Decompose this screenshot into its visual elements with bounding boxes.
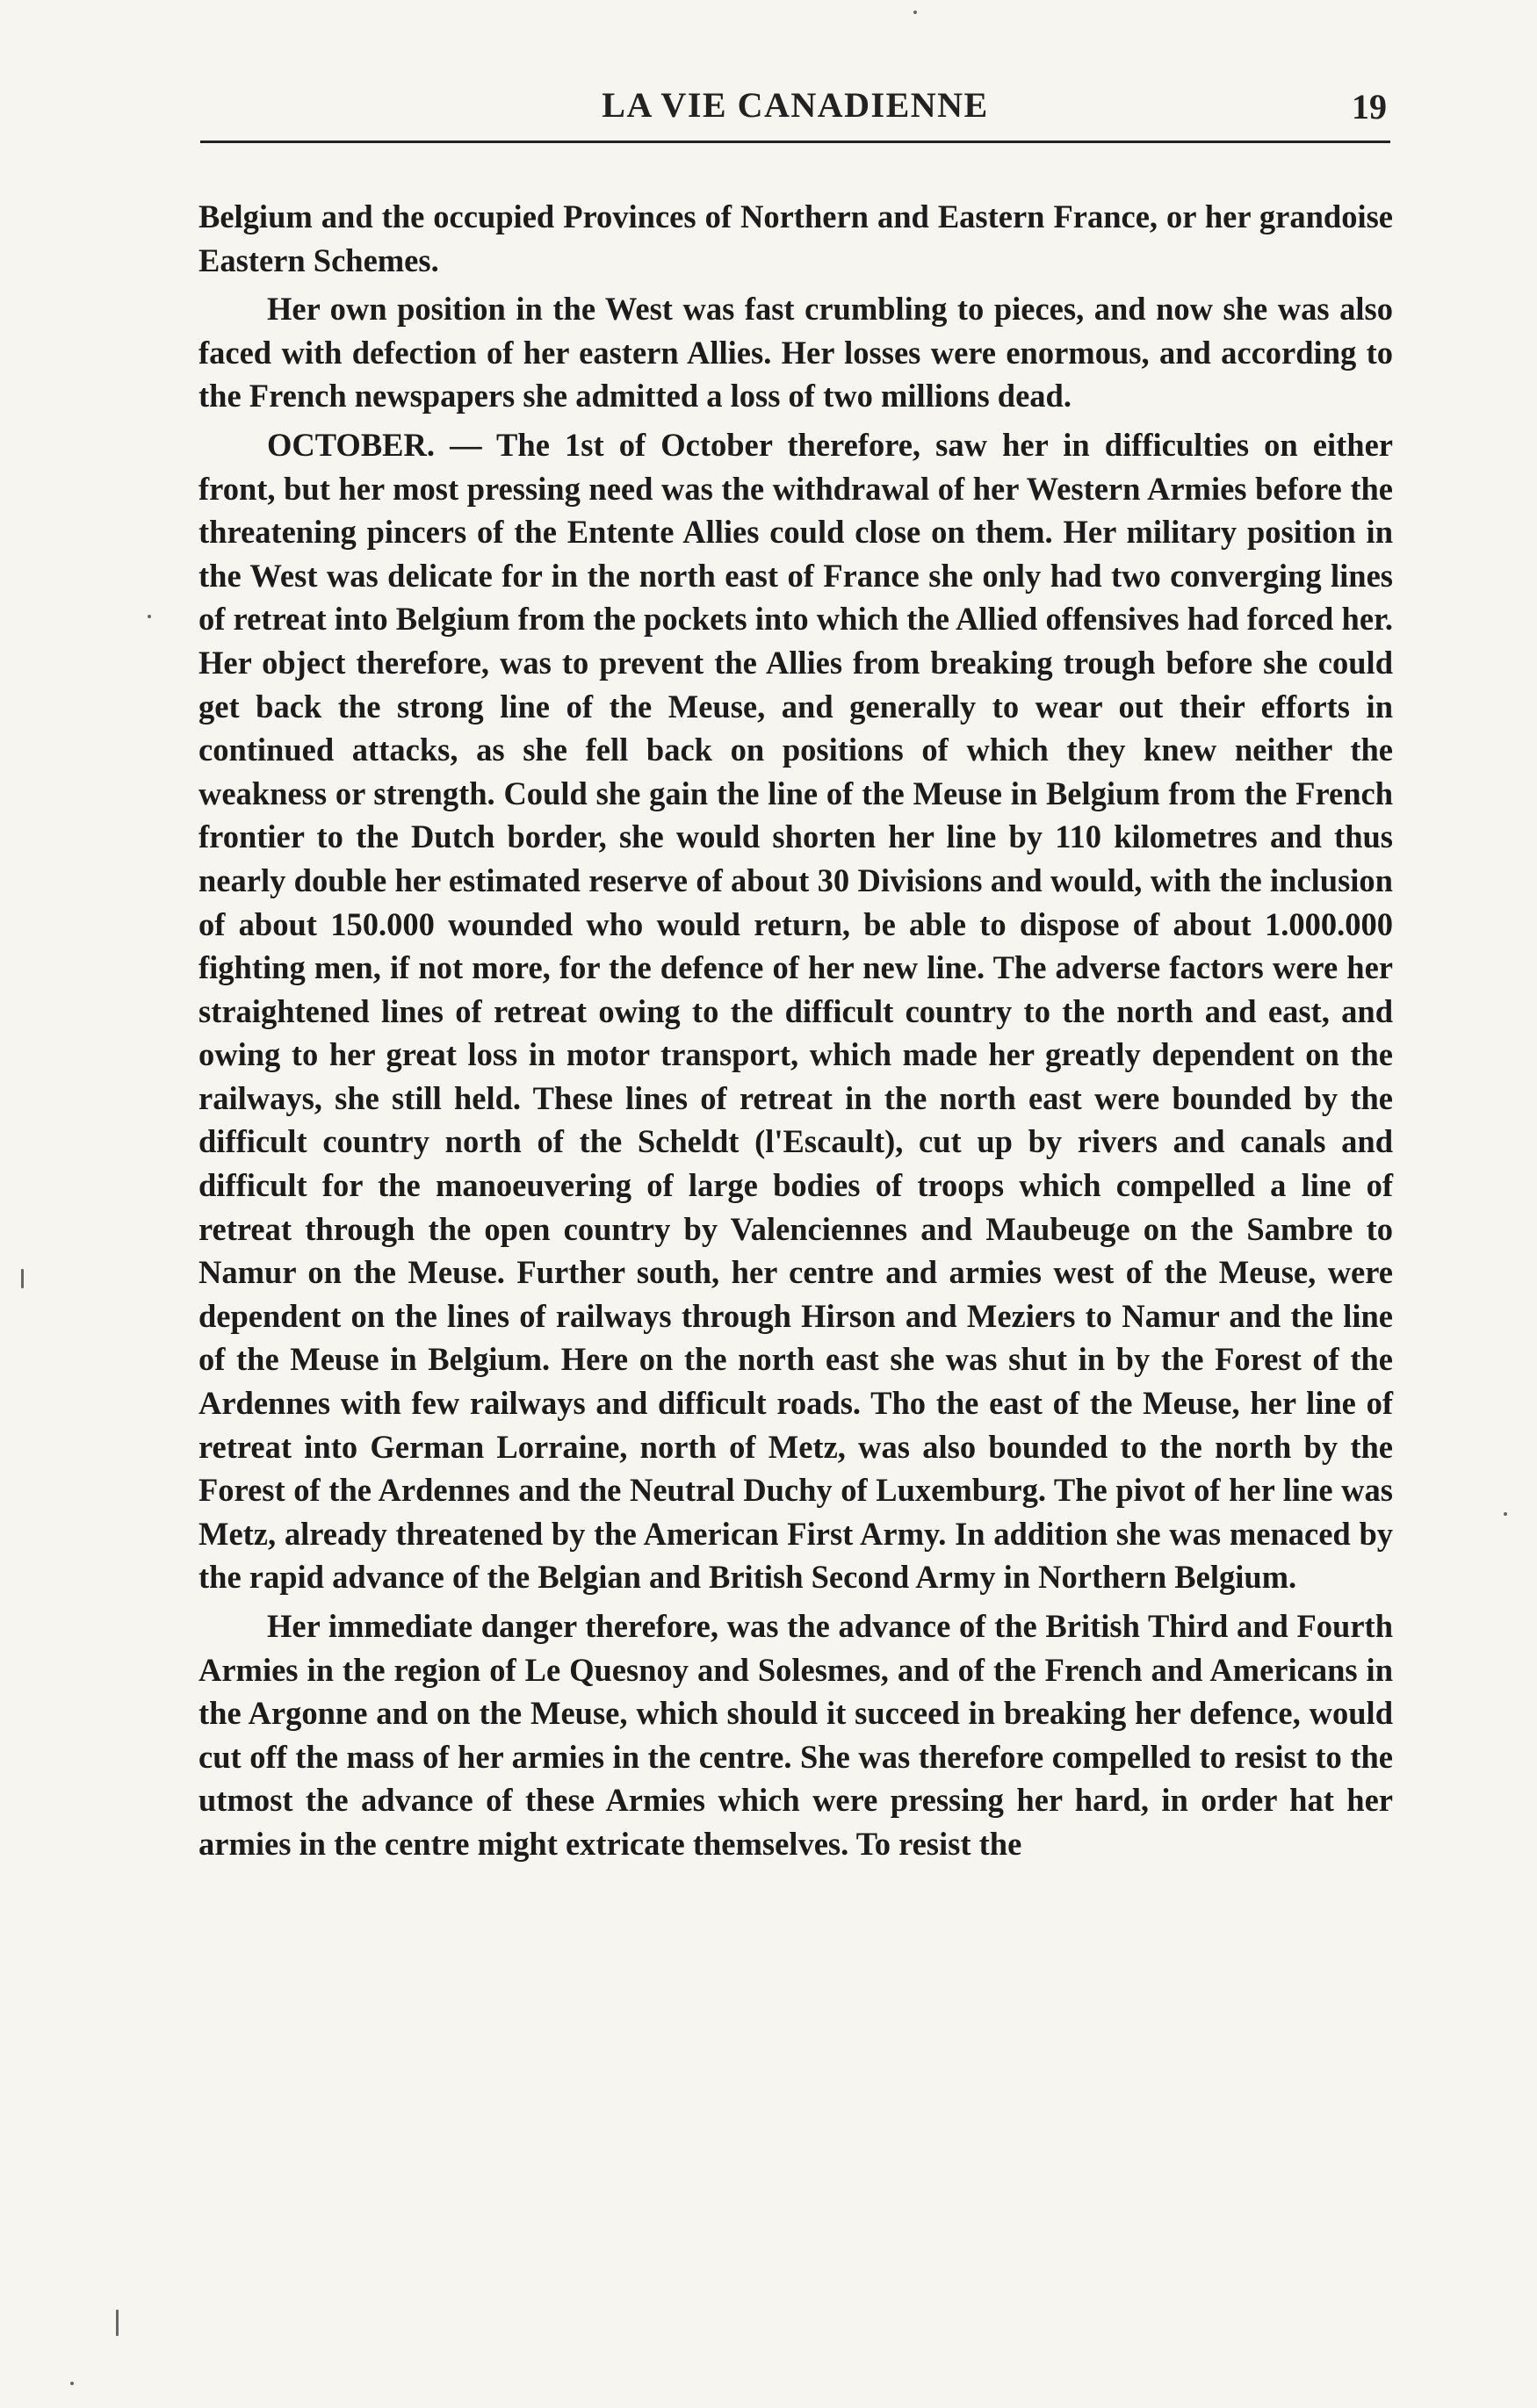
scan-speck [21, 1269, 24, 1288]
scan-speck [116, 2310, 119, 2336]
scan-speck [1504, 1512, 1507, 1516]
paragraph-losses: Her own position in the West was fast crumbling to pieces, and now she was also faced with defection of her eastern Allies. Her losses were enormous, and according to the French newspapers she admitted a loss of two millions dead. [198, 291, 1393, 415]
scan-speck [148, 615, 151, 618]
body-text [198, 195, 1393, 1866]
paragraph-october: OCTOBER. — The 1st of October therefore, saw her in difficulties on either front, but her most pressing need was the withdrawal of her Western Armies before the threatening pincers of the Entente Allies could close on them. Her military position in the West was delicate for in the north east of France she only had two converging lines of retreat into Belgium from the pockets into which the Allied offensives had forced her. Her object therefore, was to prevent the Allies from breaking trough before she could get back the strong line of the Meuse, and generally to wear out their efforts in continued attacks, as she fell back on positions of which they knew neither the weakness or strength. Could she gain the line of the Meuse in Belgium from the French frontier to the Dutch border, she would shorten her line by 110 kilometres and thus nearly double her estimated reserve of about 30 Divisions and would, with the inclusion of about 150.000 wounded who would return, be able to dispose of about 1.000.000 fighting men, if not more, for the defence of her new line. The adverse factors were her straightened lines of retreat owing to the difficult country to the north and east, and owing to her great loss in motor transport, which made her greatly dependent on the railways, she still held. These lines of retreat in the north east were bounded by the difficult country north of the Scheldt (l'Escault), cut up by rivers and canals and difficult for the manoeuvering of large bodies of troops which compelled a line of retreat through the open country by Valenciennes and Maubeuge on the Sambre to Namur on the Meuse. Further south, her centre and armies west of the Meuse, were dependent on the lines of railways through Hirson and Meziers to Namur and the line of the Meuse in Belgium. Here on the north east she was shut in by the Forest of the Ardennes with few railways and difficult roads. Tho the east of the Meuse, her line of retreat into German Lorraine, north of Metz, was also bounded to the north by the Forest of the Ardennes and the Neutral Duchy of Luxemburg. The pivot of her line was Metz, already threatened by the American First Army. In addition she was menaced by the rapid advance of the Belgian and British Second Army in Northern Belgium. [198, 426, 1393, 1596]
scan-speck [70, 2382, 74, 2385]
paragraph-continuation: Belgium and the occupied Provinces of Northern and Eastern France, or her grandoise Eastern Schemes. [198, 198, 1393, 278]
page-number: 19 [1352, 87, 1387, 126]
running-header [200, 84, 1390, 143]
paragraph-immediate-danger: Her immediate danger therefore, was the advance of the British Third and Fourth Armies in the region of Le Quesnoy and Solesmes, and of the French and Americans in the Argonne and on the Meuse, which should it succeed in breaking her defence, would cut off the mass of her armies in the centre. She was therefore compelled to resist to the utmost the advance of these Armies which were pressing her hard, in order hat her armies in the centre might extricate themselves. To resist the [198, 1608, 1393, 1862]
running-title: LA VIE CANADIENNE [602, 85, 989, 125]
scan-speck [913, 11, 917, 14]
